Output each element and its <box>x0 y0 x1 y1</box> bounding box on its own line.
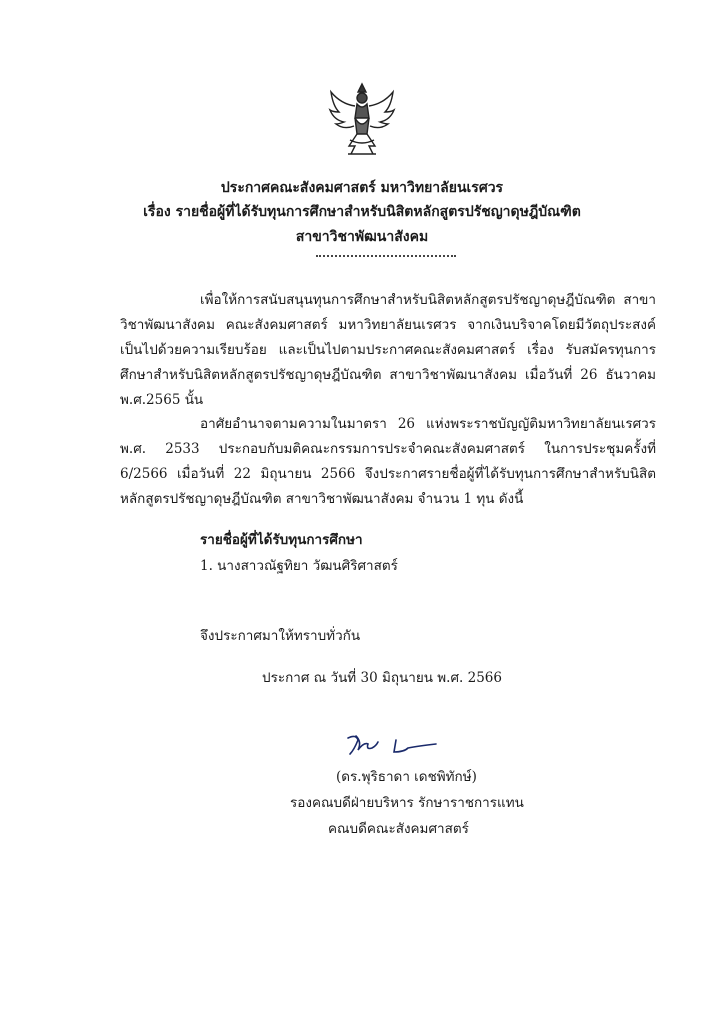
body-paragraph-1: เพื่อให้การสนับสนุนทุนการศึกษาสำหรับนิสิตหลักสูตรปรัชญาดุษฎีบัณฑิต สาขาวิชาพัฒนาสังคม คณะสังคมศาสตร์ มหาวิทยาลัยนเรศวร จากเงินบริจาคโดยมีวัตถุประสงค์ เป็นไปด้วยความเรียบร้อย และเป็นไปตามประกาศคณะสังคมศาสตร์ เรื่อง รับสมัครทุนการศึกษาสำหรับนิสิตหลักสูตรปรัชญาดุษฎีบัณฑิต สาขาวิชาพัฒนาสังคม เมื่อวันที่ 26 ธันวาคม พ.ศ.2565 นั้น <box>120 292 656 408</box>
recipient-item: 1. นางสาวณัฐทิยา วัฒนศิริศาสตร์ <box>200 558 398 574</box>
signatory-position-1: รองคณบดีฝ่ายบริหาร รักษาราชการแทน <box>290 795 524 811</box>
dotted-divider <box>316 255 456 257</box>
recipients-heading: รายชื่อผู้ที่ได้รับทุนการศึกษา <box>200 532 363 548</box>
signatory-name: (ดร.พุริธาดา เดชพิทักษ์) <box>336 769 477 785</box>
announcement-title: ประกาศคณะสังคมศาสตร์ มหาวิทยาลัยนเรศวร <box>220 180 504 196</box>
announcement-subject: เรื่อง รายชื่อผู้ที่ได้รับทุนการศึกษาสำหรับนิสิตหลักสูตรปรัชญาดุษฎีบัณฑิต <box>143 204 581 220</box>
body-paragraph-2: อาศัยอำนาจตามความในมาตรา 26 แห่งพระราชบัญญัติมหาวิทยาลัยนเรศวร พ.ศ. 2533 ประกอบกับมติคณะกรรมการประจำคณะสังคมศาสตร์ ในการประชุมครั้งที่ 6/2566 เมื่อวันที่ 22 มิถุนายน 2566 จึงประกาศรายชื่อผู้ที่ได้รับทุนการศึกษาสำหรับนิสิตหลักสูตรปรัชญาดุษฎีบัณฑิต สาขาวิชาพัฒนาสังคม จำนวน 1 ทุน ดังนี้ <box>120 416 656 507</box>
signature-image <box>344 728 464 762</box>
signatory-position-2: คณบดีคณะสังคมศาสตร์ <box>328 821 469 837</box>
announcement-program: สาขาวิชาพัฒนาสังคม <box>295 229 429 245</box>
announcement-date: ประกาศ ณ วันที่ 30 มิถุนายน พ.ศ. 2566 <box>262 670 502 686</box>
garuda-emblem-icon <box>328 80 396 162</box>
closing-statement: จึงประกาศมาให้ทราบทั่วกัน <box>200 628 361 644</box>
